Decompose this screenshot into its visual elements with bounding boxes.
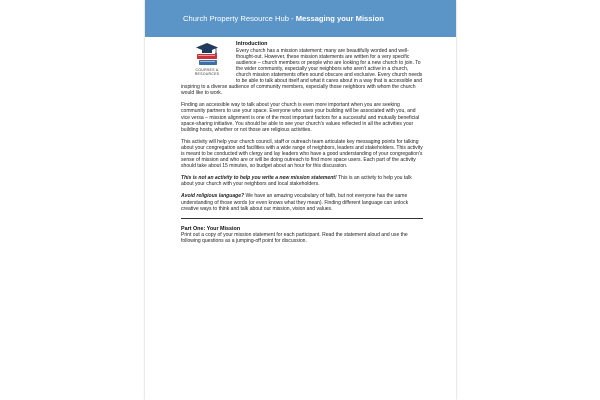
- header-prefix: Church Property Resource Hub -: [183, 14, 294, 23]
- note-not-new-mission: [181, 175, 423, 187]
- courses-resources-logo: [181, 41, 233, 83]
- page-header: [145, 0, 456, 37]
- part-one-paragraph: Print out a copy of your mission statement for each participant. Read the statement aloud and use the following questions as a jumping-off point for discussion.: [181, 231, 408, 244]
- introduction-section: [181, 41, 423, 96]
- part-one-heading: Part One: Your Mission: [181, 225, 241, 232]
- logo-caption-line1: COURSES &: [195, 68, 219, 72]
- document-page: [145, 0, 456, 400]
- intro-paragraph-3: This activity will help your church council, staff or outreach team articulate key messaging points for talking about your congregation and facilities with a wide range of neighbors, leaders and stakeholders. This activity is meant to be conducted with clergy and lay leaders who have a good understanding of your congregation's sense of mission and who are or will be doing outreach to find more space users. Each part of the activity should take about 15 minutes, so budget about an hour for this discussion.: [181, 138, 423, 170]
- logo-caption: [195, 68, 220, 77]
- note-2-emphasis: Avoid religious language?: [181, 193, 245, 200]
- section-divider: [181, 218, 423, 219]
- note-1-emphasis: This is not an activity to help you write a new mission statement!: [181, 175, 337, 182]
- note-2-text: We have an amazing vocabulary of faith, but not everyone has the same understanding of those words (or even knows what they mean). Finding different language can unlock creative ways to think and talk about our mission, vision and values.: [181, 193, 409, 212]
- intro-paragraph-2: Finding an accessible way to talk about your church is even more important when you are seeking community partners to use your space. Everyone who uses your building will be associated with you, and vice versa – mission alignment is one of the most important factors for a successful and mutually beneficial space-sharing initiative. You should be able to see your church's values reflected in all the activities your building hosts, whether or not those are religious activities.: [181, 102, 420, 133]
- note-religious-language: [181, 193, 423, 211]
- book-stack-with-graduation-cap-icon: [194, 41, 220, 67]
- header-title: Messaging your Mission: [295, 14, 384, 23]
- note-1-text: This is an activity to help you talk about your church with your neighbors and local stakeholders.: [181, 175, 412, 188]
- introduction-heading: Introduction: [236, 41, 268, 47]
- document-body: [181, 41, 423, 250]
- logo-caption-line2: RESOURCES: [194, 72, 220, 77]
- intro-paragraph-1: Every church has a mission statement; many are beautifully worded and well-thought-out. However, these mission statements are written for a very specific audience – church members or people who are looking for a new church to join. To the wider community, especially your neighbors who aren't active in a church, church mission statements often sound obscure and exclusive. Every church needs to be able to talk about itself and what it cares about in a way that is accessible and inspiring to a diverse audience of community members, especially those neighbors with whom the church would like to work.: [181, 47, 423, 97]
